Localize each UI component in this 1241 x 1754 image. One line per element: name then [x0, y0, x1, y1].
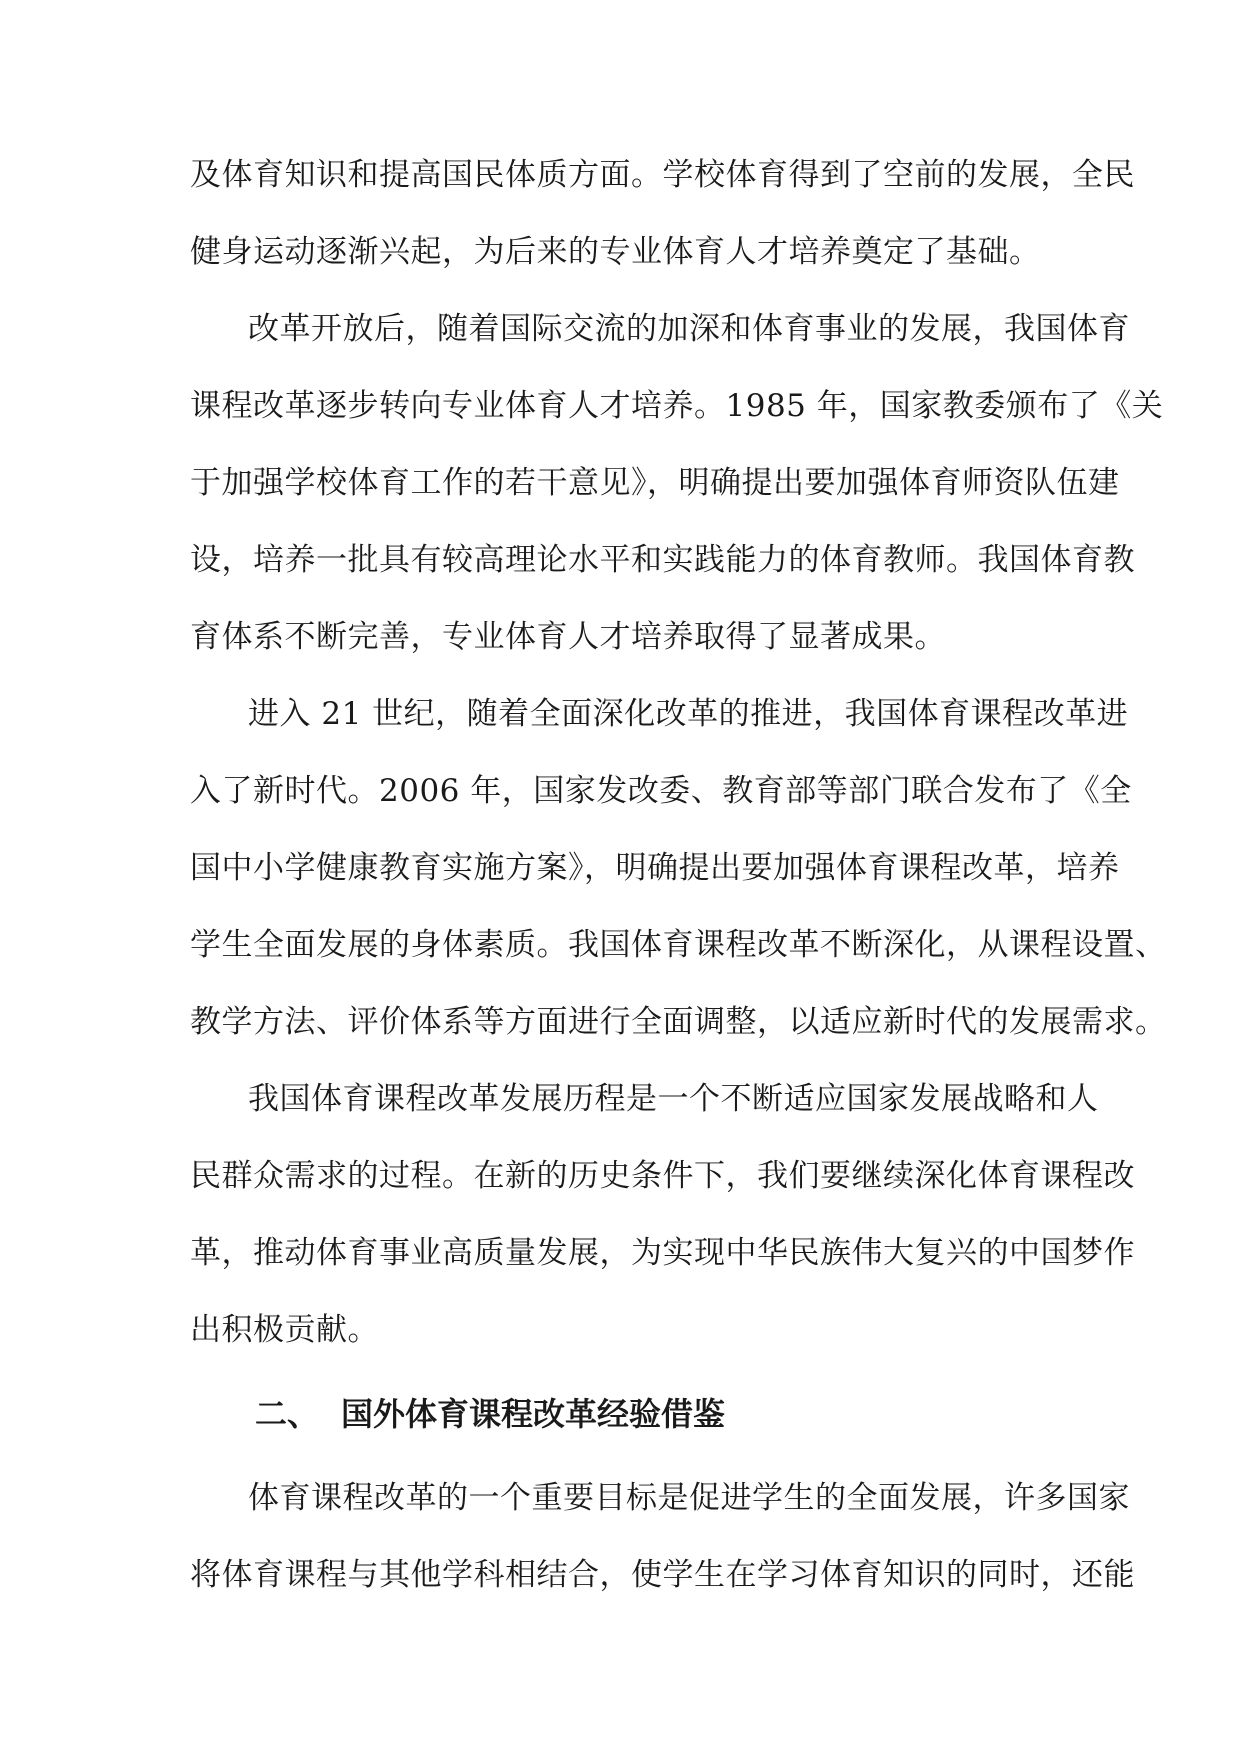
paragraph-line: 于加强学校体育工作的若干意见》，明确提出要加强体育师资队伍建 — [190, 465, 1120, 501]
paragraph-line: 革，推动体育事业高质量发展，为实现中华民族伟大复兴的中国梦作 — [190, 1235, 1135, 1271]
paragraph-line: 设，培养一批具有较高理论水平和实践能力的体育教师。我国体育教 — [190, 542, 1135, 578]
paragraph-line: 学生全面发展的身体素质。我国体育课程改革不断深化，从课程设置、 — [190, 927, 1167, 963]
paragraph-line: 健身运动逐渐兴起，为后来的专业体育人才培养奠定了基础。 — [190, 234, 1041, 270]
paragraph-line: 国中小学健康教育实施方案》，明确提出要加强体育课程改革，培养 — [190, 850, 1120, 886]
section-heading — [255, 1393, 725, 1435]
paragraph-line: 出积极贡献。 — [190, 1312, 379, 1348]
section-heading-title: 国外体育课程改革经验借鉴 — [341, 1395, 726, 1433]
section-heading-number: 二、 — [255, 1395, 320, 1433]
paragraph-line: 改革开放后，随着国际交流的加深和体育事业的发展，我国体育 — [248, 311, 1130, 347]
paragraph-line: 课程改革逐步转向专业体育人才培养。1985 年，国家教委颁布了《关 — [190, 388, 1164, 424]
paragraph-line: 进入 21 世纪，随着全面深化改革的推进，我国体育课程改革进 — [248, 696, 1129, 732]
paragraph-line: 及体育知识和提高国民体质方面。学校体育得到了空前的发展，全民 — [190, 157, 1135, 193]
paragraph-line: 教学方法、评价体系等方面进行全面调整，以适应新时代的发展需求。 — [190, 1004, 1167, 1040]
paragraph-line: 体育课程改革的一个重要目标是促进学生的全面发展，许多国家 — [248, 1480, 1130, 1516]
paragraph-line: 民群众需求的过程。在新的历史条件下，我们要继续深化体育课程改 — [190, 1158, 1135, 1194]
paragraph-line: 入了新时代。2006 年，国家发改委、教育部等部门联合发布了《全 — [190, 773, 1132, 809]
paragraph-line: 我国体育课程改革发展历程是一个不断适应国家发展战略和人 — [248, 1081, 1099, 1117]
paragraph-line: 将体育课程与其他学科相结合，使学生在学习体育知识的同时，还能 — [190, 1557, 1135, 1593]
paragraph-line: 育体系不断完善，专业体育人才培养取得了显著成果。 — [190, 619, 946, 655]
